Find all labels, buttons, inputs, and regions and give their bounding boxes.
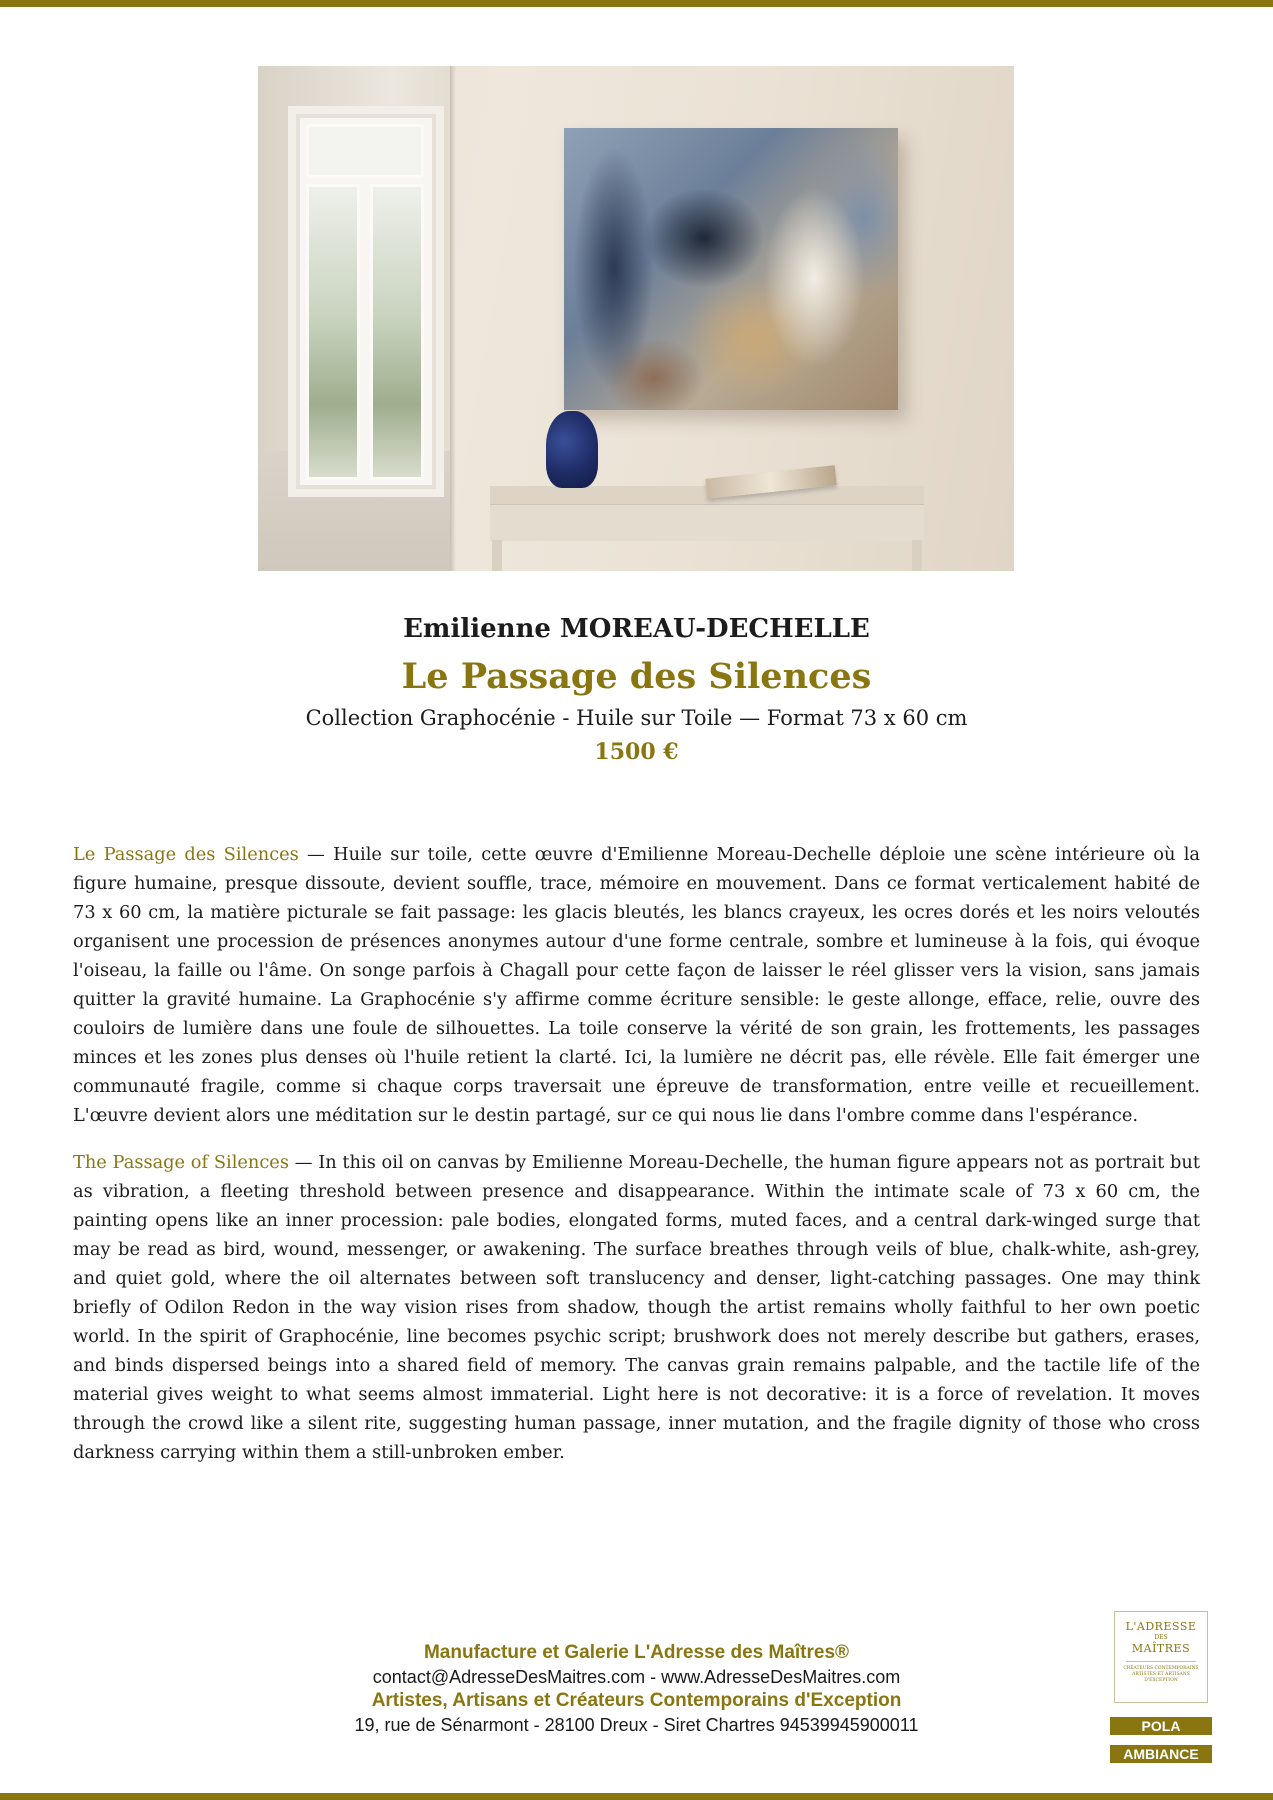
artist-name: Emilienne MOREAU-DECHELLE — [403, 614, 870, 644]
blue-vase — [546, 411, 598, 488]
tag-pola: POLA — [1110, 1717, 1212, 1735]
footer-address: 19, rue de Sénarmont - 28100 Dreux - Siret Chartres 94539945900011 — [354, 1715, 919, 1735]
artwork-photo — [258, 66, 1014, 571]
logo-divider — [1126, 1661, 1196, 1662]
door-transom — [306, 124, 424, 178]
description-english-text: — In this oil on canvas by Emilienne Moreau-Dechelle, the human figure appears not as portrait but as vibration, a fleeting threshold between presence and disappearance. Within the intimate scale of 73 x 60 cm, the painting opens like an inner procession: pale bodies, elongated forms, muted faces, and a central dark-winged surge that may be read as bird, wound, messenger, or awakening. The surface breathes through veils of blue, chalk-white, ash-grey, and quiet gold, where the oil alternates between soft translucency and denser, light-catching passages. One may think briefly of Odilon Redon in the way vision rises from shadow, though the artist remains wholly faithful to her own poetic world. In the spirit of Graphocénie, line becomes psychic script; brushwork does not merely describe but gathers, erases, and binds dispersed beings into a shared field of memory. The canvas grain remains palpable, and the tactile life of the material gives weight to what seems almost immaterial. Light here is not decorative: it is a force of revelation. It moves through the crowd like a silent rite, suggesting human passage, inner mutation, and the fragile dignity of those who cross darkness carrying within them a still-unbroken ember. — [73, 1152, 1200, 1463]
artwork-subtitle: Collection Graphocénie - Huile sur Toile — Format 73 x 60 cm — [305, 706, 968, 730]
artwork-price: 1500 € — [594, 739, 679, 765]
logo-line-2: DES — [1154, 1634, 1168, 1641]
wall-corner — [450, 66, 456, 571]
description-french — [73, 840, 1200, 1130]
artwork-title: Le Passage des Silences — [401, 656, 872, 697]
door-pane — [306, 184, 360, 480]
logo-line-1: L'ADRESSE — [1125, 1620, 1197, 1633]
door-pane — [370, 184, 424, 480]
console-leg — [492, 540, 502, 571]
description-english — [73, 1148, 1200, 1467]
tag-ambiance: AMBIANCE — [1110, 1745, 1212, 1763]
footer-contact: contact@AdresseDesMaitres.com - www.AdresseDesMaitres.com — [372, 1667, 901, 1687]
bottom-border — [0, 1793, 1273, 1800]
top-border — [0, 0, 1273, 7]
footer-tagline: Artistes, Artisans et Créateurs Contemporains d'Exception — [371, 1690, 902, 1711]
painting-canvas — [564, 128, 898, 410]
console-leg — [912, 540, 922, 571]
description-french-text: — Huile sur toile, cette œuvre d'Emilienne Moreau-Dechelle déploie une scène intérieure où la figure humaine, presque dissoute, devient souffle, trace, mémoire en mouvement. Dans ce format verticalement habité de 73 x 60 cm, la matière picturale se fait passage: les glacis bleutés, les blancs crayeux, les ocres dorés et les noirs veloutés organisent une procession de présences anonymes autour d'une forme centrale, sombre et lumineuse à la fois, qui évoque l'oiseau, la faille ou l'âme. On songe parfois à Chagall pour cette façon de laisser le réel glisser vers la vision, sans jamais quitter la gravité humaine. La Graphocénie s'y affirme comme écriture sensible: le geste allonge, efface, relie, ouvre des couloirs de lumière dans une foule de silhouettes. La toile conserve la vérité de son grain, les frottements, les passages minces et les zones plus denses où l'huile retient la clarté. Ici, la lumière ne décrit pas, elle révèle. Elle fait émerger une communauté fragile, comme si chaque corps traversait une épreuve de transformation, entre veille et recueillement. L'œuvre devient alors une méditation sur le destin partagé, sur ce qui nous lie dans l'ombre comme dans l'espérance. — [73, 844, 1200, 1126]
french-door — [288, 106, 444, 497]
footer — [273, 1641, 1000, 1737]
logo-line-4: CRÉATEURS CONTEMPORAINS ARTISTES ET ARTISANS D'EXCEPTION — [1123, 1666, 1199, 1683]
description-english-lead: The Passage of Silences — [73, 1152, 289, 1173]
logo-line-3: MAÎTRES — [1131, 1642, 1191, 1655]
console-drawer — [490, 504, 924, 541]
footer-gallery-name: Manufacture et Galerie L'Adresse des Maîtres® — [423, 1642, 850, 1663]
gallery-logo — [1114, 1611, 1208, 1703]
description-french-lead: Le Passage des Silences — [73, 844, 299, 865]
